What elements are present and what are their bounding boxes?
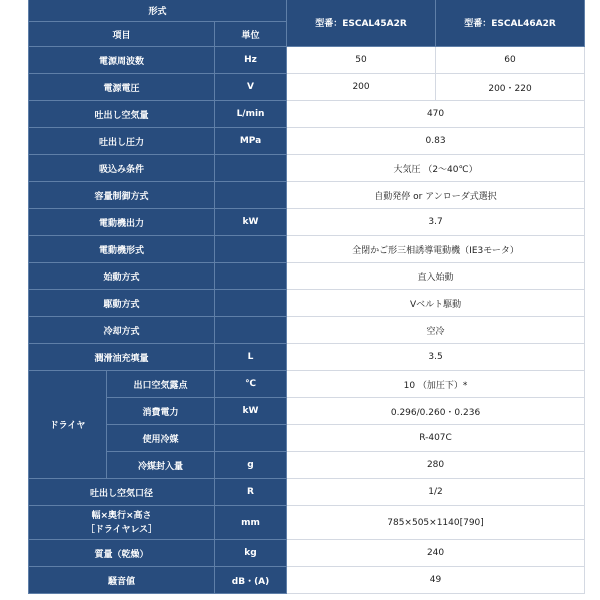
row-value-motor-output: 3.7 (287, 209, 585, 236)
row-label-mass: 質量（乾燥） (29, 540, 215, 567)
table-row (29, 209, 585, 236)
table-row (29, 290, 585, 317)
table-row (29, 567, 585, 594)
dryer-label-refrigerant-charge: 冷媒封入量 (107, 452, 215, 479)
row-label-capacity-control: 容量制御方式 (29, 182, 215, 209)
row-value-frequency-a: 50 (287, 47, 436, 74)
row-label-drive-method: 駆動方式 (29, 290, 215, 317)
row-value-start-method: 直入始動 (287, 263, 585, 290)
table-row (29, 0, 585, 22)
table-row (29, 479, 585, 506)
table-row (29, 317, 585, 344)
row-label-motor-output: 電動機出力 (29, 209, 215, 236)
dryer-label-dew-point: 出口空気露点 (107, 371, 215, 398)
table-row (29, 155, 585, 182)
dryer-unit-refrigerant-charge: g (215, 452, 287, 479)
row-label-start-method: 始動方式 (29, 263, 215, 290)
table-row (29, 263, 585, 290)
row-unit-voltage: V (215, 74, 287, 101)
row-unit-dimensions: mm (215, 506, 287, 540)
model-b-header: 型番：ESCAL46A2R (464, 19, 556, 29)
table-row (29, 506, 585, 540)
dryer-label-power: 消費電力 (107, 398, 215, 425)
row-label-pressure: 吐出し圧力 (29, 128, 215, 155)
row-label-motor-type: 電動機形式 (29, 236, 215, 263)
row-value-motor-type: 全閉かご形三相誘導電動機（IE3モータ） (287, 236, 585, 263)
row-label-air-delivery: 吐出し空気量 (29, 101, 215, 128)
model-a-header: 型番：ESCAL45A2R (287, 0, 436, 46)
dryer-value-power: 0.296/0.260・0.236 (287, 398, 585, 425)
table-row (29, 452, 585, 479)
dryer-unit-power: kW (215, 398, 287, 425)
table-row (29, 344, 585, 371)
row-value-air-delivery: 470 (287, 101, 585, 128)
table-row (29, 74, 585, 101)
table-row (29, 47, 585, 74)
dryer-group-label: ドライヤ (29, 371, 107, 479)
row-unit-intake (215, 155, 287, 182)
row-label-intake: 吸込み条件 (29, 155, 215, 182)
row-label-dimensions: 幅×奥行×高さ ［ドライヤレス］ (29, 506, 215, 540)
dryer-value-refrigerant-charge: 280 (287, 452, 585, 479)
row-value-pressure: 0.83 (287, 128, 585, 155)
row-unit-pressure: MPa (215, 128, 287, 155)
row-value-capacity-control: 自動発停 or アンローダ式選択 (287, 182, 585, 209)
dryer-unit-refrigerant (215, 425, 287, 452)
table-row (29, 540, 585, 567)
dryer-unit-dew-point: ℃ (215, 371, 287, 398)
row-label-lubricant: 潤滑油充填量 (29, 344, 215, 371)
row-value-pipe-size: 1/2 (287, 479, 585, 506)
row-value-voltage-a: 200 (287, 74, 436, 101)
row-value-dimensions: 785×505×1140[790] (287, 506, 585, 540)
dryer-value-dew-point: 10 （加圧下）* (287, 371, 585, 398)
row-unit-capacity-control (215, 182, 287, 209)
format-header: 形式 (29, 0, 287, 22)
row-unit-mass: kg (215, 540, 287, 567)
row-label-noise: 騒音値 (29, 567, 215, 594)
row-value-noise: 49 (287, 567, 585, 594)
row-label-cooling: 冷却方式 (29, 317, 215, 344)
model-header-group (287, 0, 585, 47)
row-label-frequency: 電源周波数 (29, 47, 215, 74)
row-unit-air-delivery: L/min (215, 101, 287, 128)
row-unit-cooling (215, 317, 287, 344)
row-unit-motor-type (215, 236, 287, 263)
dryer-label-refrigerant: 使用冷媒 (107, 425, 215, 452)
row-value-drive-method: Vベルト駆動 (287, 290, 585, 317)
row-unit-noise: dB・(A) (215, 567, 287, 594)
row-value-intake: 大気圧 （2～40℃） (287, 155, 585, 182)
row-unit-frequency: Hz (215, 47, 287, 74)
table-row (29, 128, 585, 155)
table-row (29, 398, 585, 425)
table-row (29, 371, 585, 398)
table-row (29, 101, 585, 128)
table-row (29, 182, 585, 209)
row-unit-lubricant: L (215, 344, 287, 371)
row-unit-start-method (215, 263, 287, 290)
row-label-pipe-size: 吐出し空気口径 (29, 479, 215, 506)
row-unit-motor-output: kW (215, 209, 287, 236)
row-label-voltage: 電源電圧 (29, 74, 215, 101)
row-value-voltage-b: 200・220 (436, 74, 585, 101)
table-row (29, 236, 585, 263)
row-unit-drive-method (215, 290, 287, 317)
row-unit-pipe-size: R (215, 479, 287, 506)
row-value-cooling: 空冷 (287, 317, 585, 344)
item-header: 項目 (29, 22, 215, 47)
spec-table (28, 0, 585, 594)
dryer-value-refrigerant: R-407C (287, 425, 585, 452)
unit-header: 単位 (215, 22, 287, 47)
row-value-frequency-b: 60 (436, 47, 585, 74)
row-value-lubricant: 3.5 (287, 344, 585, 371)
row-value-mass: 240 (287, 540, 585, 567)
table-row (29, 425, 585, 452)
